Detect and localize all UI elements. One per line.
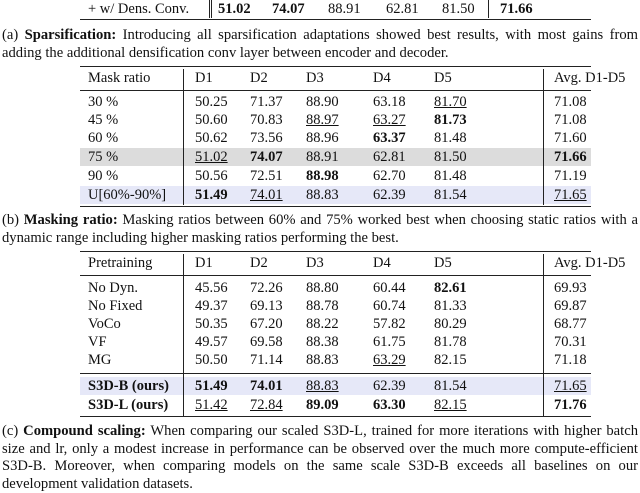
table-header-row bbox=[80, 254, 626, 272]
table-row bbox=[80, 0, 591, 18]
d1-cell: 50.62 bbox=[195, 130, 228, 146]
d3-cell: D3 bbox=[306, 70, 324, 86]
avg-cell: 69.87 bbox=[554, 298, 587, 314]
d2-cell: 69.13 bbox=[250, 298, 283, 314]
d2-cell: D2 bbox=[250, 255, 268, 271]
d1-cell: D1 bbox=[195, 70, 213, 86]
d4-cell: 63.18 bbox=[373, 94, 406, 110]
d1-cell: 50.56 bbox=[195, 168, 228, 184]
table-a-fragment bbox=[80, 0, 591, 22]
d5-cell: D5 bbox=[434, 70, 452, 86]
d4-cell: 62.39 bbox=[373, 378, 406, 394]
d3-cell: 88.38 bbox=[306, 334, 339, 350]
d4-cell: 60.74 bbox=[373, 298, 406, 314]
d4-cell: 62.81 bbox=[373, 149, 406, 165]
column-divider bbox=[183, 254, 184, 416]
row-label-cell: VF bbox=[88, 334, 107, 350]
row-label-cell: VoCo bbox=[88, 316, 121, 332]
avg-cell: 71.08 bbox=[554, 94, 587, 110]
table-row bbox=[80, 377, 591, 395]
d2-cell: 72.51 bbox=[250, 168, 283, 184]
d2-cell: 71.37 bbox=[250, 94, 283, 110]
table-bottom-rule bbox=[80, 19, 591, 20]
d1-cell: 51.02 bbox=[195, 149, 228, 165]
d3-cell: D3 bbox=[306, 255, 324, 271]
avg-cell: 68.77 bbox=[554, 316, 587, 332]
header-rule bbox=[80, 90, 591, 91]
table-row bbox=[80, 111, 591, 129]
column-divider bbox=[211, 0, 212, 18]
d4-cell: 63.29 bbox=[373, 352, 406, 368]
d2-cell: 72.26 bbox=[250, 280, 283, 296]
table-row bbox=[80, 129, 591, 147]
row-label-cell: Pretraining bbox=[88, 255, 153, 271]
table-row bbox=[80, 148, 591, 166]
caption-c bbox=[2, 423, 638, 493]
d1-cell: 51.42 bbox=[195, 397, 228, 413]
table-row bbox=[80, 333, 591, 351]
table-compound-scaling bbox=[80, 251, 626, 421]
d4-cell: 63.27 bbox=[373, 112, 406, 128]
d3-cell: 88.80 bbox=[306, 280, 339, 296]
d2-cell: 70.83 bbox=[250, 112, 283, 128]
d3-cell: 89.09 bbox=[306, 397, 339, 413]
table-top-rule bbox=[80, 251, 591, 252]
d5-cell: 81.70 bbox=[434, 94, 467, 110]
d2-cell: 74.01 bbox=[250, 378, 283, 394]
d2-cell: 71.14 bbox=[250, 352, 283, 368]
caption-title: Masking ratio: bbox=[23, 212, 118, 228]
caption-text: Masking ratios between 60% and 75% worked best when choosing static ratios with a dynamic range including higher masking ratios performing the best. bbox=[2, 212, 638, 246]
d1-cell: 51.49 bbox=[195, 187, 228, 203]
avg-cell: 70.31 bbox=[554, 334, 587, 350]
table-row bbox=[80, 351, 591, 369]
d1-cell: 45.56 bbox=[195, 280, 228, 296]
caption-title: Sparsification: bbox=[24, 27, 117, 43]
row-label-cell: 90 % bbox=[88, 168, 119, 184]
table-top-rule bbox=[80, 66, 591, 67]
d1-cell: 50.25 bbox=[195, 94, 228, 110]
d4-cell: 62.81 bbox=[386, 1, 419, 17]
d2-cell: 74.07 bbox=[250, 149, 283, 165]
d1-cell: 49.37 bbox=[195, 298, 228, 314]
d5-cell: 82.15 bbox=[434, 352, 467, 368]
d3-cell: 88.83 bbox=[306, 187, 339, 203]
d5-cell: 81.50 bbox=[434, 149, 467, 165]
table-header-row bbox=[80, 69, 626, 87]
column-divider bbox=[543, 69, 544, 205]
d4-cell: 57.82 bbox=[373, 316, 406, 332]
row-label-cell: Mask ratio bbox=[88, 70, 151, 86]
d3-cell: 88.97 bbox=[306, 112, 339, 128]
avg-cell: 71.66 bbox=[500, 1, 533, 17]
header-rule bbox=[80, 275, 591, 276]
row-label-cell: S3D-B (ours) bbox=[88, 378, 169, 394]
column-divider bbox=[183, 69, 184, 205]
row-label-cell: 60 % bbox=[88, 130, 119, 146]
avg-cell: 71.66 bbox=[554, 149, 587, 165]
d3-cell: 88.98 bbox=[306, 168, 339, 184]
d2-cell: 69.58 bbox=[250, 334, 283, 350]
d2-cell: D2 bbox=[250, 70, 268, 86]
d5-cell: 81.48 bbox=[434, 168, 467, 184]
d1-cell: 49.57 bbox=[195, 334, 228, 350]
d3-cell: 88.78 bbox=[306, 298, 339, 314]
row-label-cell: 30 % bbox=[88, 94, 119, 110]
d3-cell: 88.91 bbox=[306, 149, 339, 165]
caption-text: When comparing our scaled S3D-L, trained for more iterations with higher batch size and lr, only a modest increase in performance can be observed over the much more compute-efficient S3D-B. Moreover, when comparing models on the same scale S3D-B exceeds all baselines on our development validation datasets. bbox=[2, 423, 638, 492]
d4-cell: 62.39 bbox=[373, 187, 406, 203]
column-divider bbox=[488, 0, 489, 18]
d5-cell: 81.50 bbox=[442, 1, 475, 17]
avg-cell: 71.65 bbox=[554, 378, 587, 394]
section-rule bbox=[80, 373, 591, 374]
d4-cell: 63.37 bbox=[373, 130, 406, 146]
avg-cell: Avg. D1-D5 bbox=[554, 70, 626, 86]
d5-cell: 82.15 bbox=[434, 397, 467, 413]
d2-cell: 73.56 bbox=[250, 130, 283, 146]
row-label-cell: S3D-L (ours) bbox=[88, 397, 169, 413]
d3-cell: 88.22 bbox=[306, 316, 339, 332]
d3-cell: 88.83 bbox=[306, 352, 339, 368]
caption-label: (c) bbox=[2, 423, 24, 439]
avg-cell: 71.76 bbox=[554, 397, 587, 413]
row-label-cell: MG bbox=[88, 352, 112, 368]
avg-cell: Avg. D1-D5 bbox=[554, 255, 626, 271]
d4-cell: 61.75 bbox=[373, 334, 406, 350]
d4-cell: D4 bbox=[373, 255, 391, 271]
caption-b bbox=[2, 212, 638, 247]
caption-a bbox=[2, 27, 638, 62]
d5-cell: 81.54 bbox=[434, 378, 467, 394]
avg-cell: 71.65 bbox=[554, 187, 587, 203]
d1-cell: 50.35 bbox=[195, 316, 228, 332]
table-row bbox=[80, 315, 591, 333]
d2-cell: 74.07 bbox=[272, 1, 305, 17]
d3-cell: 88.90 bbox=[306, 94, 339, 110]
d5-cell: 82.61 bbox=[434, 280, 467, 296]
d3-cell: 88.83 bbox=[306, 378, 339, 394]
table-row bbox=[80, 396, 591, 414]
d3-cell: 88.96 bbox=[306, 130, 339, 146]
d5-cell: 81.54 bbox=[434, 187, 467, 203]
row-label-cell: No Fixed bbox=[88, 298, 143, 314]
column-divider bbox=[543, 254, 544, 416]
d1-cell: 51.49 bbox=[195, 378, 228, 394]
d5-cell: 80.29 bbox=[434, 316, 467, 332]
avg-cell: 69.93 bbox=[554, 280, 587, 296]
avg-cell: 71.60 bbox=[554, 130, 587, 146]
table-row bbox=[80, 186, 591, 204]
row-label-cell: 75 % bbox=[88, 149, 119, 165]
caption-title: Compound scaling: bbox=[23, 423, 146, 439]
table-row bbox=[80, 297, 591, 315]
table-row bbox=[80, 167, 591, 185]
d1-cell: 50.50 bbox=[195, 352, 228, 368]
avg-cell: 71.18 bbox=[554, 352, 587, 368]
caption-text: Introducing all sparsification adaptations showed best results, with most gains from adding the additional densification conv layer between encoder and decoder. bbox=[2, 27, 638, 61]
d1-cell: D1 bbox=[195, 255, 213, 271]
d5-cell: 81.73 bbox=[434, 112, 467, 128]
d4-cell: 62.70 bbox=[373, 168, 406, 184]
d2-cell: 74.01 bbox=[250, 187, 283, 203]
avg-cell: 71.08 bbox=[554, 112, 587, 128]
table-bottom-rule bbox=[80, 206, 591, 207]
row-label-cell: No Dyn. bbox=[88, 280, 138, 296]
table-row bbox=[80, 93, 591, 111]
d4-cell: 60.44 bbox=[373, 280, 406, 296]
d5-cell: D5 bbox=[434, 255, 452, 271]
d4-cell: 63.30 bbox=[373, 397, 406, 413]
d5-cell: 81.33 bbox=[434, 298, 467, 314]
caption-label: (b) bbox=[2, 212, 24, 228]
d2-cell: 72.84 bbox=[250, 397, 283, 413]
row-label-cell: U[60%-90%] bbox=[88, 187, 167, 203]
row-label-cell: + w/ Dens. Conv. bbox=[88, 1, 190, 17]
row-label-cell: 45 % bbox=[88, 112, 119, 128]
table-row bbox=[80, 279, 591, 297]
d3-cell: 88.91 bbox=[328, 1, 361, 17]
d1-cell: 50.60 bbox=[195, 112, 228, 128]
caption-label: (a) bbox=[2, 27, 25, 43]
d2-cell: 67.20 bbox=[250, 316, 283, 332]
d5-cell: 81.48 bbox=[434, 130, 467, 146]
column-divider bbox=[209, 0, 210, 18]
d1-cell: 51.02 bbox=[218, 1, 251, 17]
table-bottom-rule bbox=[80, 416, 591, 417]
d5-cell: 81.78 bbox=[434, 334, 467, 350]
d4-cell: D4 bbox=[373, 70, 391, 86]
avg-cell: 71.19 bbox=[554, 168, 587, 184]
